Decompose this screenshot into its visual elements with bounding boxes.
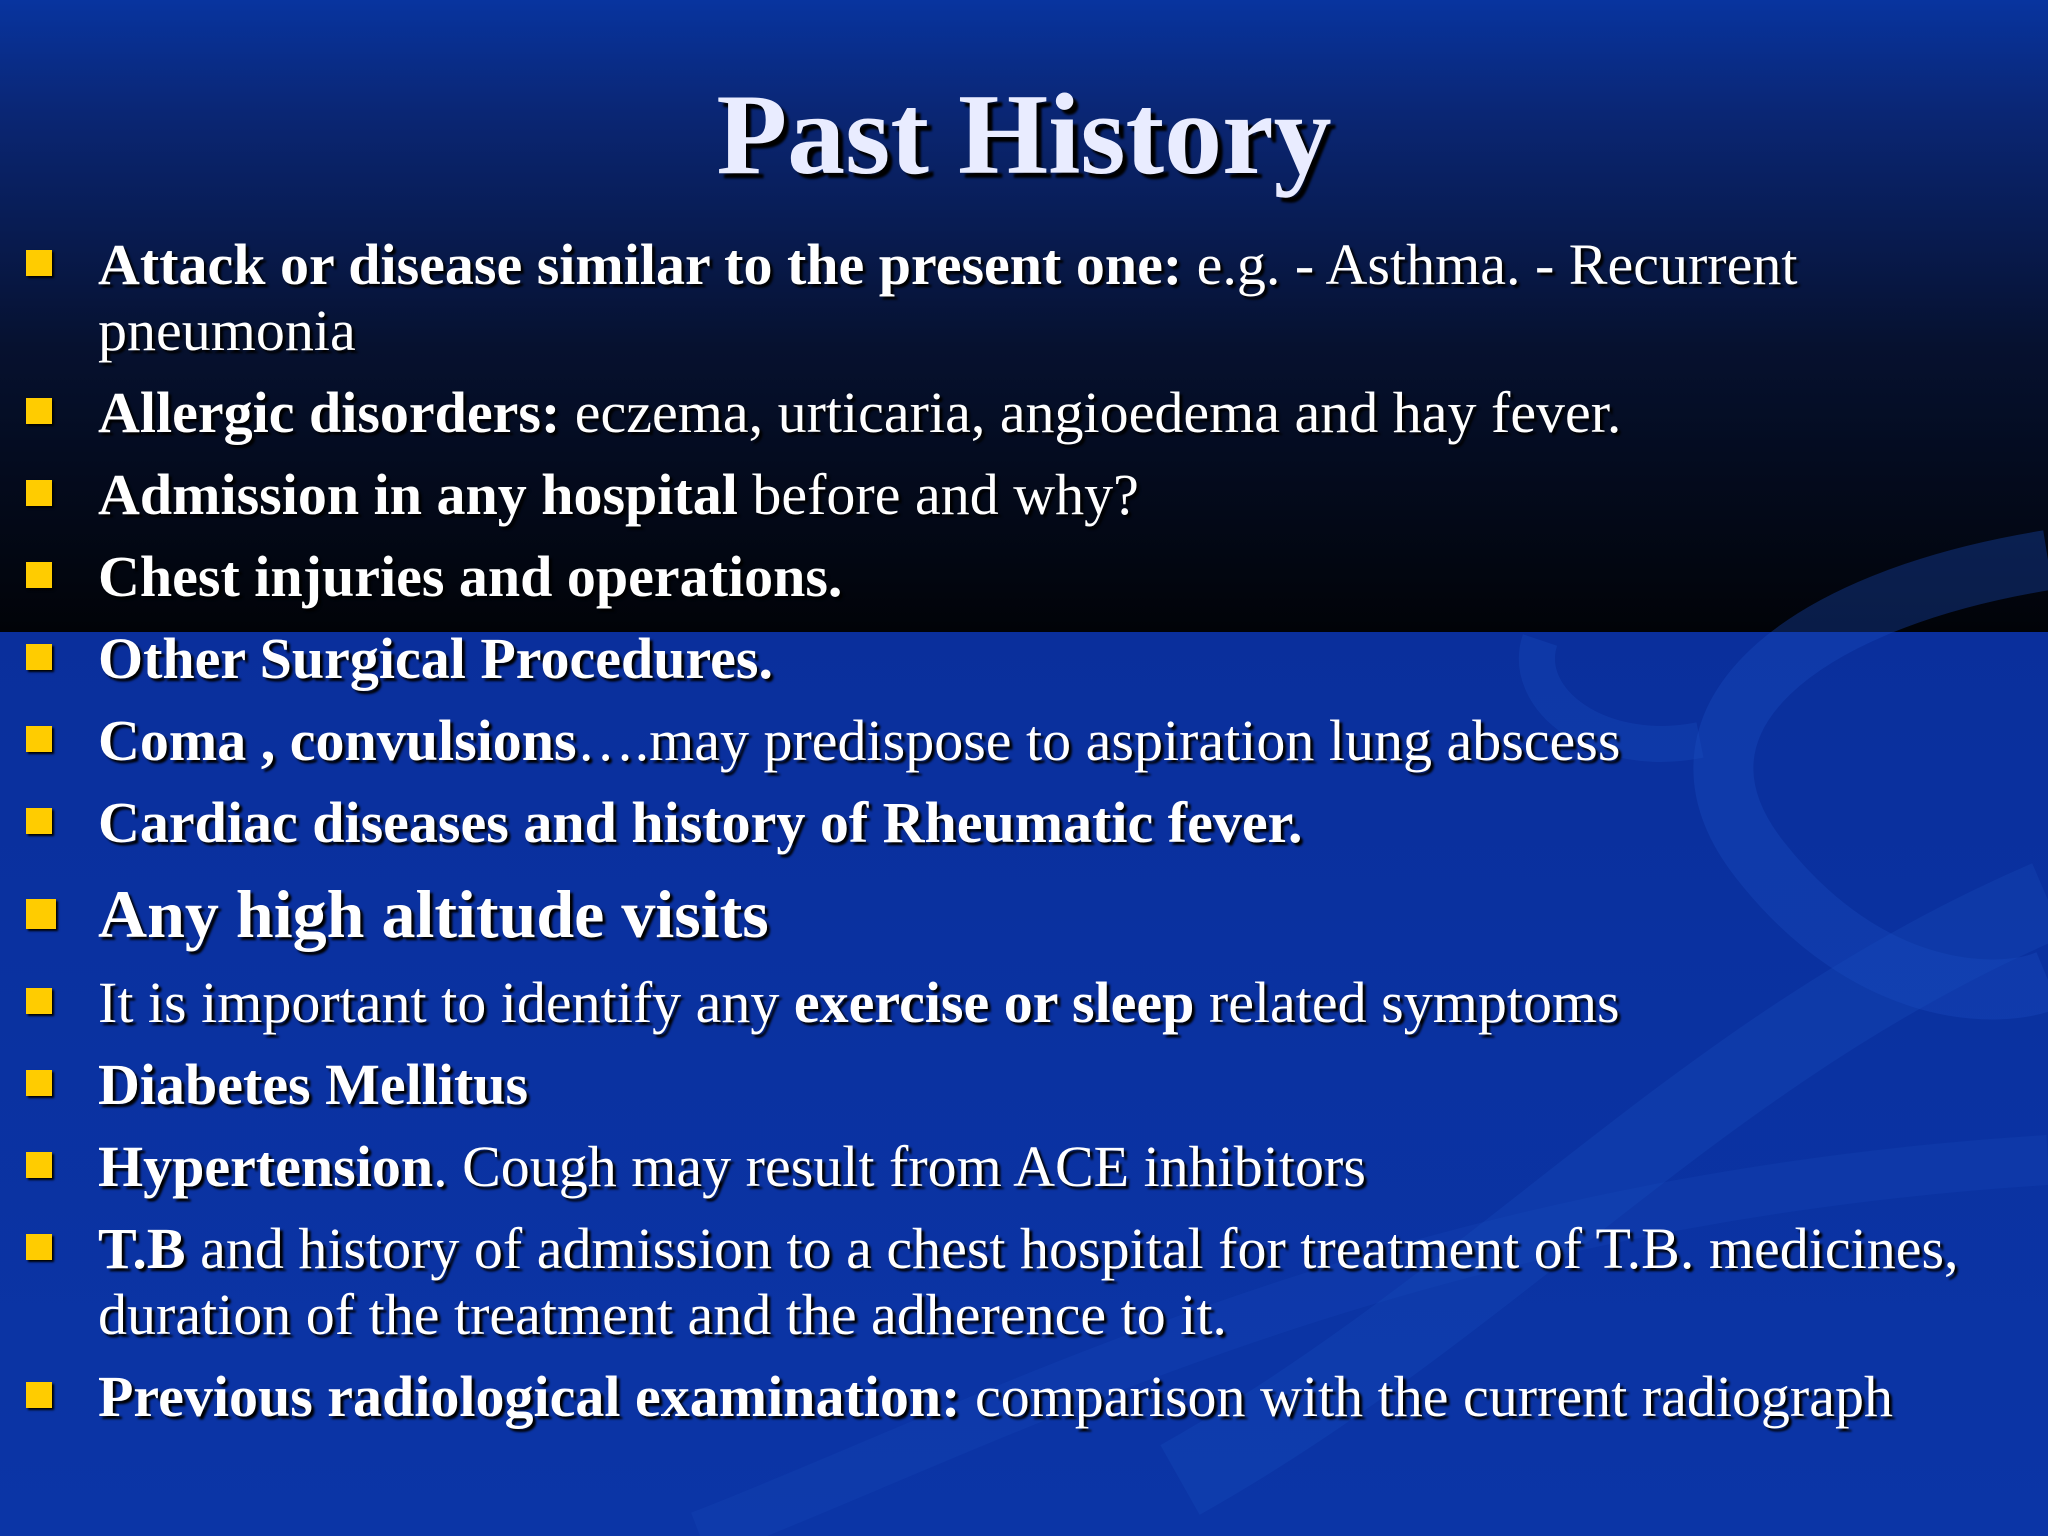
list-item — [98, 877, 1978, 951]
square-bullet-icon — [26, 1070, 52, 1096]
square-bullet-icon — [26, 480, 52, 506]
bullet-text: before and why? — [737, 462, 1139, 527]
bullet-text: comparison with the current radiograph — [960, 1364, 1893, 1429]
list-item — [98, 790, 1978, 856]
bullet-bold-text: T.B — [98, 1216, 186, 1281]
square-bullet-icon — [26, 562, 52, 588]
list-item — [98, 708, 1978, 774]
square-bullet-icon — [26, 726, 52, 752]
bullet-bold-text: Previous radiological examination: — [98, 1364, 961, 1429]
bullet-bold-text: Hypertension — [98, 1134, 434, 1199]
bullet-text: and history of admission to a chest hospital for treatment of T.B. medicines, duration of the treatment and the adherence to it. — [98, 1216, 1959, 1347]
square-bullet-icon — [26, 899, 56, 929]
square-bullet-icon — [26, 1382, 52, 1408]
bullet-bold-text: Coma , convulsions — [98, 708, 577, 773]
list-item — [98, 1364, 1978, 1430]
bullet-text: e.g. - Asthma. - Recurrent pneumonia — [98, 232, 1798, 363]
bullet-bold-text: Any high altitude visits — [98, 876, 769, 952]
list-item — [98, 462, 1978, 528]
bullet-bold-text: Chest injuries and operations. — [98, 544, 843, 609]
list-item — [98, 544, 1978, 610]
list-item — [98, 626, 1978, 692]
bullet-bold-text: exercise or sleep — [793, 970, 1195, 1035]
list-item — [98, 232, 1978, 364]
list-item — [98, 1052, 1978, 1118]
bullet-text: eczema, urticaria, angioedema and hay fever. — [560, 380, 1622, 445]
bullet-bold-text: Diabetes Mellitus — [98, 1052, 529, 1117]
square-bullet-icon — [26, 398, 52, 424]
bullet-bold-text: Admission in any hospital — [98, 462, 738, 527]
list-item — [98, 1216, 1978, 1348]
square-bullet-icon — [26, 988, 52, 1014]
slide-title: Past History — [716, 71, 1332, 199]
bullet-text: ….may predispose to aspiration lung abscess — [576, 708, 1621, 773]
bullet-bold-text: Other Surgical Procedures. — [98, 626, 773, 691]
list-item — [98, 970, 1978, 1036]
square-bullet-icon — [26, 808, 52, 834]
bullet-text: related symptoms — [1194, 970, 1620, 1035]
bullet-bold-text: Cardiac diseases and history of Rheumatic fever. — [98, 790, 1303, 855]
bullet-text: It is important to identify any — [98, 970, 794, 1035]
square-bullet-icon — [26, 1152, 52, 1178]
list-item — [98, 380, 1978, 446]
square-bullet-icon — [26, 644, 52, 670]
square-bullet-icon — [26, 250, 52, 276]
bullet-bold-text: Attack or disease similar to the present one: — [98, 232, 1183, 297]
square-bullet-icon — [26, 1234, 52, 1260]
list-item — [98, 1134, 1978, 1200]
bullet-bold-text: Allergic disorders: — [98, 380, 561, 445]
bullet-text: . Cough may result from ACE inhibitors — [433, 1134, 1366, 1199]
